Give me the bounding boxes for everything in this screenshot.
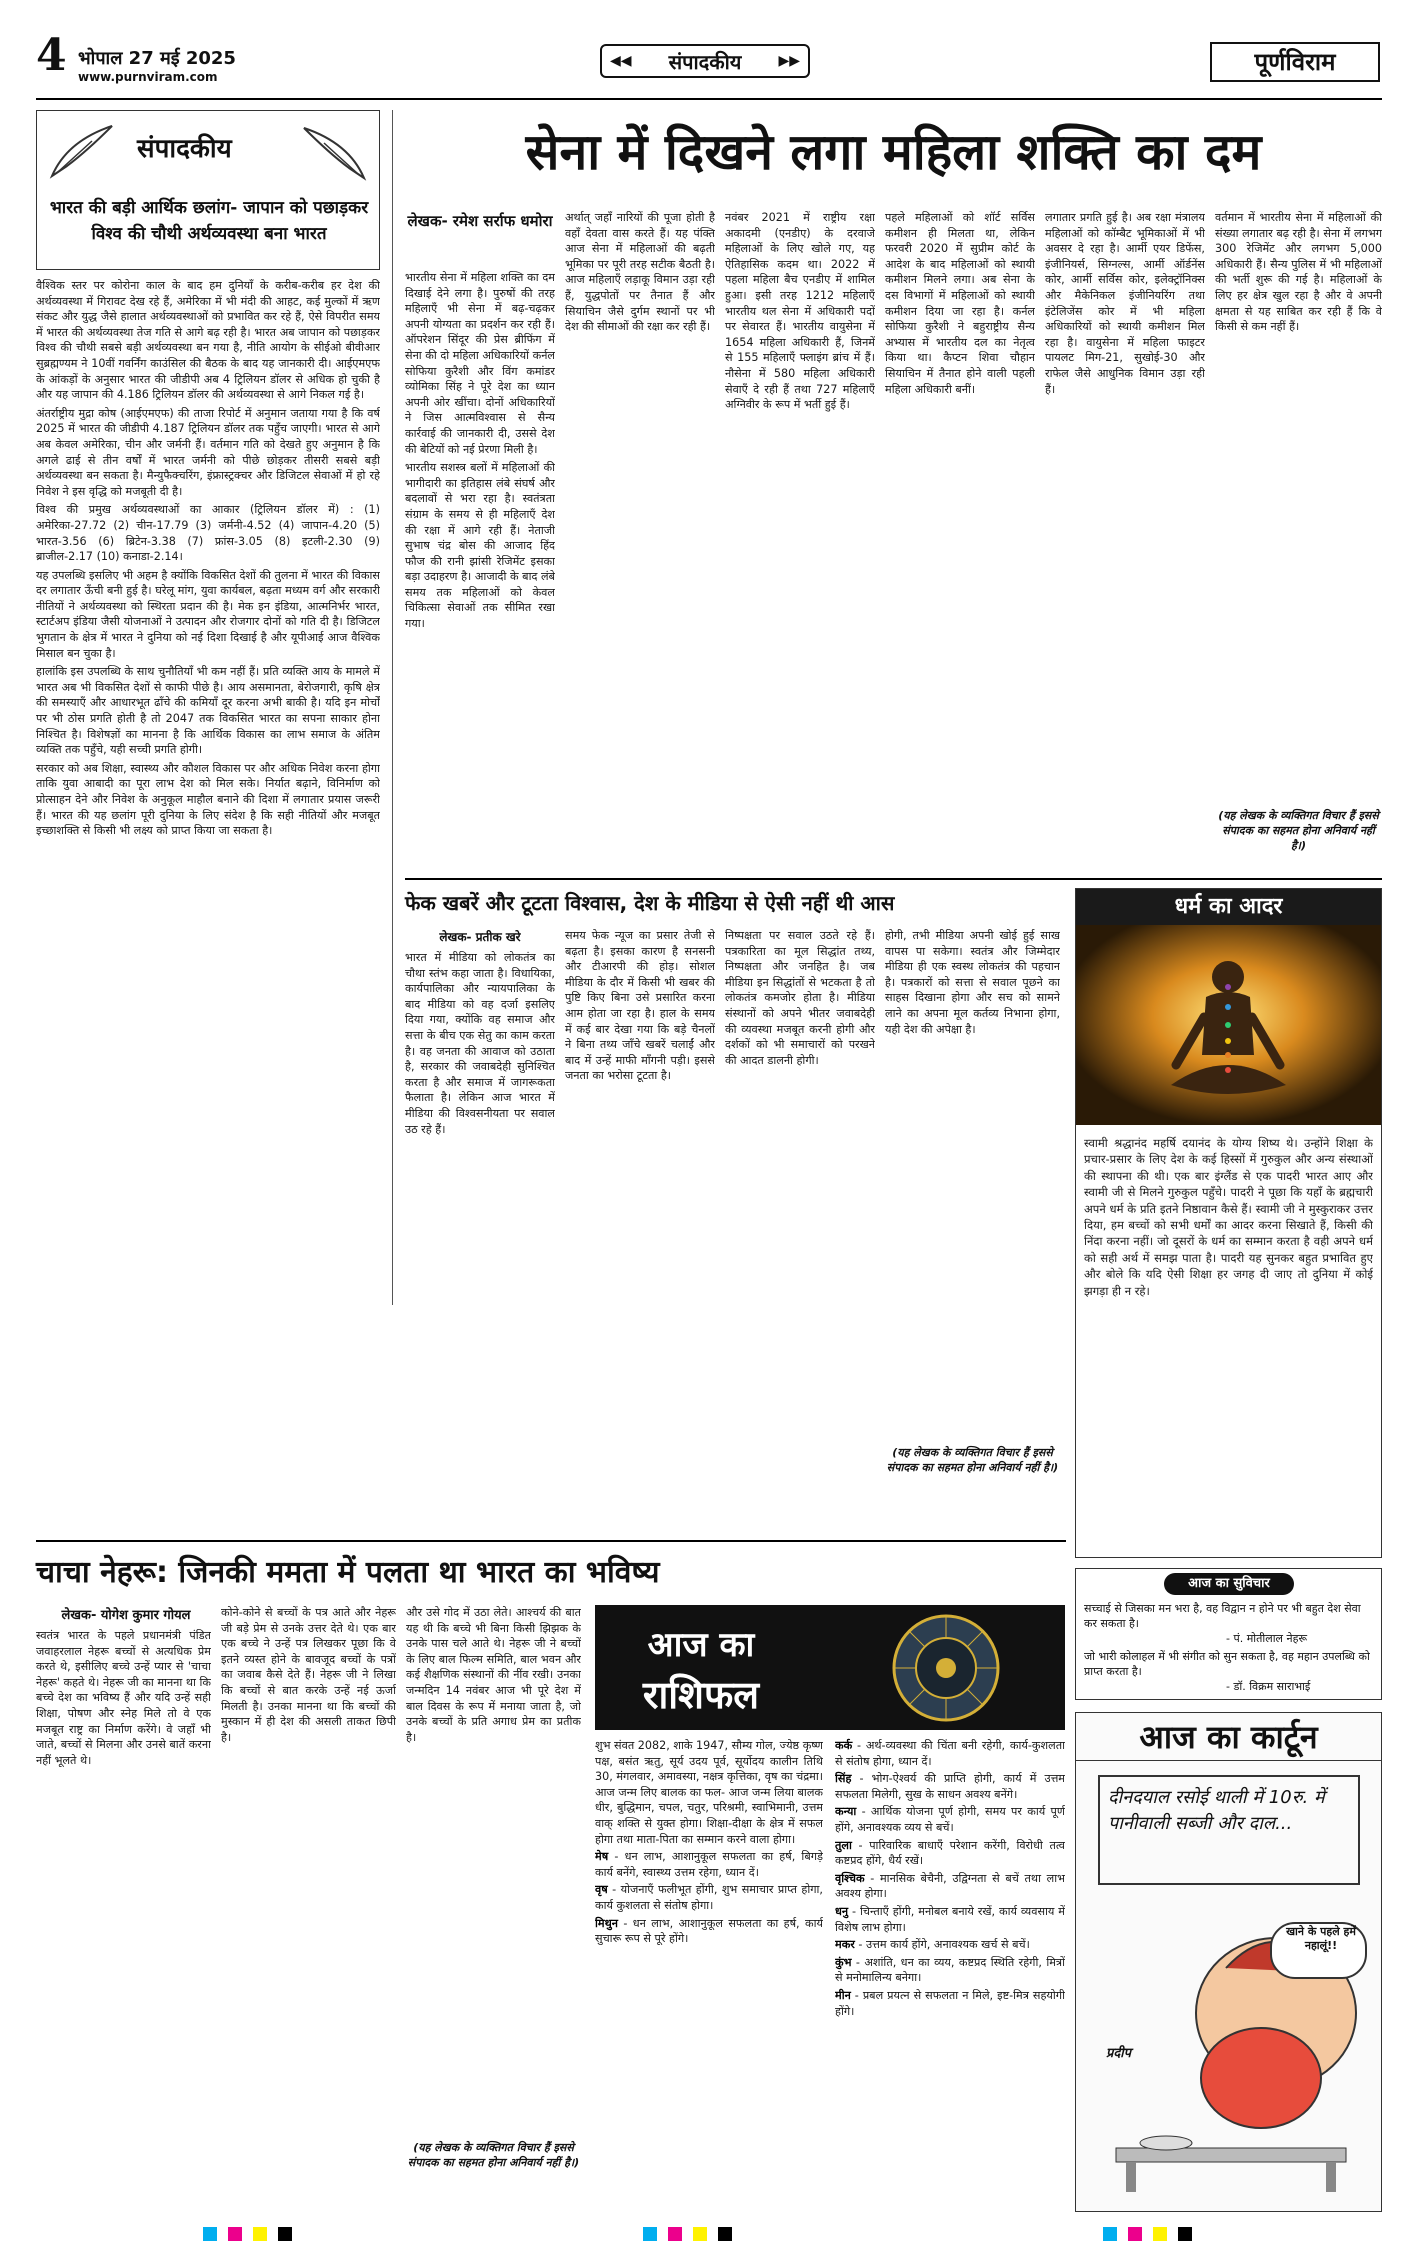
nehru-disclaimer: (यह लेखक के व्यक्तिगत विचार हैं इससे संपादक का सहमत होना अनिवार्य नहीं है।)	[407, 2141, 580, 2169]
dharma-box	[1075, 888, 1382, 1558]
rashifal-intro: शुभ संवत 2082, शाके 1947, सौम्य गोल, ज्येष्ठ कृष्ण पक्ष, बसंत ऋतु, सूर्य उदय पूर्व, सूर्योदय कालीन तिथि 30, मंगलवार, अमावस्या, नक्षत्र कृत्तिका, वृष का चंद्रमा। आज जन्म लिए बालक का फल- आज जन्म लिया बालक धीर, बुद्धिमान, चपल, चतुर, परिश्रमी, स्वाभिमानी, उत्तम वाक् शक्ति से युक्त होगा। शिक्षा-दीक्षा के क्षेत्र में सफल होगा तथा माता-पिता का सम्मान करने वाला होगा।	[595, 1739, 823, 1846]
sign-name: धनु	[835, 1904, 849, 1918]
sign-name: कर्क	[835, 1739, 853, 1752]
quote-2: जो भारी कोलाहल में भी संगीत को सुन सकता है, वह महान उपलब्धि को प्राप्त करता है।	[1084, 1650, 1370, 1678]
registration-mark	[1128, 2227, 1142, 2241]
paragraph: अंतर्राष्ट्रीय मुद्रा कोष (आईएमएफ) की ताजा रिपोर्ट में अनुमान जताया गया है कि वर्ष 2025 में भारत की जीडीपी 4.187 ट्रिलियन डॉलर तक पहुँच जाएगी। भारत से आगे अब केवल अमेरिका, चीन और जर्मनी हैं। वर्तमान गति को देखते हुए अनुमान है कि अगले ढाई से तीन वर्षों में भारत जर्मनी को पीछे छोड़कर तीसरी सबसे बड़ी अर्थव्यवस्था बन सकता है। मैन्युफैक्चरिंग, इंफ्रास्ट्रक्चर और डिजिटल सेवाओं में हो रहे निवेश ने इस वृद्धि को मजबूती दी है।	[36, 406, 380, 498]
sign-name: कन्या	[835, 1805, 857, 1819]
registration-mark	[1178, 2227, 1192, 2241]
header-rule	[36, 98, 1382, 100]
media-col-3	[725, 928, 875, 1530]
media-headline: फेक खबरें और टूटता विश्वास, देश के मीडिया से ऐसी नहीं थी आस	[405, 891, 895, 915]
sign-kark: कर्क - अर्थ-व्यवस्था की चिंता बनी रहेगी, कार्य-कुशलता से संतोष होगा, ध्यान दें।	[835, 1739, 1065, 1768]
sign-text: आर्थिक योजना पूर्ण होगी, समय पर कार्य पूर्ण होंगे, अनावश्यक व्यय से बचें।	[835, 1805, 1065, 1834]
section-title: संपादकीय	[668, 50, 742, 74]
registration-mark	[278, 2227, 292, 2241]
paragraph: यह उपलब्धि इसलिए भी अहम है क्योंकि विकसित देशों की तुलना में भारत की विकास दर लगातार ऊँची बनी हुई है। घरेलू मांग, युवा कार्यबल, बढ़ता मध्यम वर्ग और सरकारी नीतियों ने अर्थव्यवस्था को स्थिरता प्रदान की है। मेक इन इंडिया, आत्मनिर्भर भारत, स्टार्टअप इंडिया जैसी योजनाओं ने उत्पादन और रोजगार दोनों को गति दी है। डिजिटल भुगतान के क्षेत्र में भारत ने दुनिया को नई दिशा दिखाई है और यूपीआई आज वैश्विक मिसाल बन चुका है।	[36, 568, 380, 660]
paragraph: भारत में मीडिया को लोकतंत्र का चौथा स्तंभ कहा जाता है। विधायिका, कार्यपालिका और न्यायपालिका के बाद मीडिया को वह दर्जा इसलिए दिया गया, क्योंकि वह समाज और सत्ता के बीच एक सेतु का काम करता है। वह जनता की आवाज को उठाता है, सरकार की जवाबदेही सुनिश्चित करता है और समाज में जागरूकता फैलाता है। लेकिन आज भारत में मीडिया की विश्वसनीयता पर सवाल उठ रहे हैं।	[405, 951, 555, 1136]
sampadakiya-label: संपादकीय	[137, 134, 232, 164]
paragraph: भारतीय सेना में महिला शक्ति का दम दिखाई देने लगा है। पुरुषों की तरह महिलाएँ भी सेना में बढ़-चढ़कर अपनी योग्यता का प्रदर्शन कर रही हैं। ऑपरेशन सिंदूर की प्रेस ब्रीफिंग में सेना की दो महिला अधिकारियों कर्नल सोफिया कुरैशी और विंग कमांडर व्योमिका सिंह ने पूरे देश का ध्यान अपनी ओर खींचा। दोनों अधिकारियों ने जिस आत्मविश्वास से सैन्य कार्रवाई की जानकारी दी, उससे देश की बेटियों को नई प्रेरणा मिली है।	[405, 271, 555, 456]
registration-mark	[718, 2227, 732, 2241]
sign-text: चिन्ताएँ होंगी, मनोबल बनाये रखें, कार्य व्यवसाय में विशेष लाभ होगा।	[835, 1904, 1065, 1934]
sign-name: वृष	[595, 1883, 608, 1897]
meditation-illustration	[1076, 925, 1381, 1125]
dharma-title: धर्म का आदर	[1076, 889, 1381, 925]
sign-meen: मीन - प्रबल प्रयत्न से सफलता न मिले, इष्ट-मित्र सहयोगी होंगे।	[835, 1988, 1065, 2018]
quote-1: सच्चाई से जिसका मन भरा है, वह विद्वान न होने पर भी बहुत देश सेवा कर सकता है।	[1084, 1602, 1361, 1630]
print-registration-marks-right	[1100, 2226, 1195, 2244]
page-header	[0, 0, 1417, 96]
sign-text: धन लाभ, आशानुकूल सफलता का हर्ष, बिगड़े कार्य बनेंगे, स्वास्थ्य उत्तम रहेगा, ध्यान दें।	[595, 1850, 823, 1879]
chevron-right-icon: ▶▶	[778, 53, 800, 69]
masthead-text: पूर्णविराम	[1254, 48, 1336, 76]
masthead-logo	[1210, 42, 1380, 82]
paragraph: वैश्विक स्तर पर कोरोना काल के बाद हम दुनियाँ के करीब-करीब हर देश की अर्थव्यवस्था में गिरावट देख रहे हैं, अमेरिका में भी मंदी की आहट, कई मुल्कों में ऋण संकट और युद्ध जैसे हालात अर्थव्यवस्थाओं को प्रभावित कर रहे हैं, ऐसे विपरीत समय में भारत की अर्थव्यवस्था तेज गति से आगे बढ़ रही है। भारत अब जापान को पछाड़कर विश्व की चौथी सबसे बड़ी अर्थव्यवस्था बन गया है, नीति आयोग के सीईओ बीवीआर सुब्रह्मण्यम ने 10वीं गवर्निंग काउंसिल की बैठक के बाद यह जानकारी दी। आईएमएफ के आंकड़ों के अनुसार भारत की जीडीपी अब 4 ट्रिलियन डॉलर से अधिक हो चुकी है और यह जापान की 4.186 ट्रिलियन डॉलर की अर्थव्यवस्था से आगे निकल गई है।	[36, 279, 380, 402]
paragraph: नवंबर 2021 में राष्ट्रीय रक्षा अकादमी (एनडीए) के दरवाजे महिलाओं के लिए खोले गए, यह ऐतिहासिक कदम था। 2022 में पहला महिला बैच एनडीए में शामिल हुआ। इसी तरह 1212 महिलाएँ भारतीय थल सेना में अधिकारी पदों पर सेवारत हैं। भारतीय वायुसेना में 1654 महिला अधिकारी हैं, जिनमें से 155 महिलाएँ फ्लाइंग ब्रांच में हैं। नौसेना में 580 महिला अधिकारी सेवाएँ दे रही हैं तथा 727 महिलाएँ अग्निवीर के रूप में भर्ती हुई हैं।	[725, 211, 875, 412]
media-author: लेखक- प्रतीक खरे	[439, 930, 521, 944]
paragraph: विश्व की प्रमुख अर्थव्यवस्थाओं का आकार (ट्रिलियन डॉलर में) : (1) अमेरिका-27.72 (2) चीन-17.79 (3) जर्मनी-4.52 (4) जापान-4.20 (5) भारत-3.56 (6) ब्रिटेन-3.38 (7) फ्रांस-3.05 (8) इटली-2.30 (9) ब्राजील-2.17 (10) कनाडा-2.14।	[36, 503, 380, 564]
sign-dhanu: धनु - चिन्ताएँ होंगी, मनोबल बनाये रखें, कार्य व्यवसाय में विशेष लाभ होगा।	[835, 1904, 1065, 1934]
sign-mithun: मिथुन - धन लाभ, आशानुकूल सफलता का हर्ष, कार्य सुचारू रूप से पूरे होंगे।	[595, 1916, 823, 1946]
paragraph: और उसे गोद में उठा लेते। आश्चर्य की बात यह थी कि बच्चे भी बिना किसी झिझक के उनके पास चले आते थे। नेहरू जी ने बच्चों के लिए बाल फिल्म समिति, बाल भवन और कई शैक्षणिक संस्थानों की नींव रखी। उनका जन्मदिन 14 नवंबर आज भी पूरे देश में बाल दिवस के रूप में मनाया जाता है, जो उनके बच्चों के प्रति अगाध प्रेम का प्रतीक है।	[406, 1606, 581, 1744]
sign-text: अर्थ-व्यवस्था की चिंता बनी रहेगी, कार्य-कुशलता से संतोष होगा, ध्यान दें।	[835, 1739, 1065, 1768]
sign-text: धन लाभ, आशानुकूल सफलता का हर्ष, कार्य सुचारू रूप से पूरे होंगे।	[595, 1916, 823, 1946]
paragraph: लगातार प्रगति हुई है। अब रक्षा मंत्रालय महिलाओं को कॉम्बैट भूमिकाओं में भी अवसर दे रहा है। आर्मी एयर डिफेंस, इंजीनियर्स, सिग्नल्स, आर्मी ऑर्डनेंस कोर, आर्मी सर्विस कोर, इलेक्ट्रॉनिक्स और मैकेनिकल इंजीनियरिंग तथा इंटेलिजेंस कोर में भी महिला अधिकारियों को स्थायी कमीशन मिल रहा है। वायुसेना में महिला फाइटर पायलट मिग-21, सुखोई-30 और राफेल जैसे आधुनिक विमान उड़ा रही हैं।	[1045, 211, 1205, 396]
sign-singh: सिंह - भोग-ऐश्वर्य की प्राप्ति होगी, कार्य में उत्तम सफलता मिलेगी, सुख के साधन अवश्य बनेंगे।	[835, 1772, 1065, 1801]
print-registration-marks	[640, 2226, 735, 2244]
lead-author: लेखक- रमेश सर्राफ धमोरा	[407, 212, 553, 230]
paragraph: कोने-कोने से बच्चों के पत्र आते और नेहरू जी बड़े प्रेम से उनके उत्तर देते थे। एक बार एक बच्चे ने उन्हें पत्र लिखकर पूछा कि वे इतने व्यस्त होने के बावजूद बच्चों के पत्रों का जवाब कैसे देते हैं। नेहरू जी ने लिखा कि बच्चों से बात करके उन्हें नई ऊर्जा मिलती है। उनका मानना था कि बच्चों की मुस्कान में ही देश की असली ताकत छिपी है।	[221, 1606, 396, 1744]
column-divider	[392, 110, 393, 1305]
registration-mark	[693, 2227, 707, 2241]
dateline: भोपाल 27 मई 2025	[78, 48, 236, 69]
registration-mark	[1153, 2227, 1167, 2241]
rashifal-col-1	[595, 1738, 823, 2198]
quote-2-author: - डॉ. विक्रम साराभाई	[1226, 1680, 1311, 1693]
sign-name: वृश्चिक	[835, 1871, 865, 1885]
nehru-author: लेखक- योगेश कुमार गोयल	[61, 1608, 191, 1623]
rashifal-banner	[595, 1605, 1065, 1730]
lead-disclaimer: (यह लेखक के व्यक्तिगत विचार हैं इससे संपादक का सहमत होना अनिवार्य नहीं है।)	[1218, 809, 1379, 852]
media-col-1	[405, 950, 555, 1530]
media-col-4	[885, 928, 1060, 1428]
registration-mark	[203, 2227, 217, 2241]
lead-col-3	[725, 210, 875, 870]
cartoon-signature: प्रदीप	[1106, 2046, 1132, 2061]
nehru-col-3	[406, 1605, 581, 2125]
sign-kanya: कन्या - आर्थिक योजना पूर्ण होगी, समय पर कार्य पूर्ण होंगे, अनावश्यक व्यय से बचें।	[835, 1805, 1065, 1834]
sampadakiya-body	[36, 278, 380, 1298]
section-banner	[600, 44, 810, 78]
media-col-2	[565, 928, 715, 1530]
quill-icon	[47, 121, 117, 181]
sign-name: सिंह	[835, 1772, 852, 1786]
sampadakiya-box	[36, 110, 380, 270]
lead-headline: सेना में दिखने लगा महिला शक्ति का दम	[525, 123, 1262, 181]
sign-tula: तुला - पारिवारिक बाधाएँ परेशान करेंगी, विरोधी तत्व कष्टप्रद होंगे, धैर्य रखें।	[835, 1838, 1065, 1868]
paragraph: पहले महिलाओं को शॉर्ट सर्विस कमीशन ही मिलता था, लेकिन फरवरी 2020 में सुप्रीम कोर्ट के आदेश के बाद महिलाओं को स्थायी कमीशन मिलने लगा। अब सेना के दस विभागों में महिलाओं को स्थायी कमीशन दिया जा रहा है। कर्नल सोफिया कुरैशी ने बहुराष्ट्रीय सैन्य अभ्यास में भारतीय दल का नेतृत्व किया था। कैप्टन शिवा चौहान सियाचिन में तैनात होने वाली पहली महिला अधिकारी बनीं।	[885, 211, 1035, 396]
nehru-headline: चाचा नेहरू: जिनकी ममता में पलता था भारत का भविष्य	[36, 1555, 660, 1590]
sign-text: भोग-ऐश्वर्य की प्राप्ति होगी, कार्य में उत्तम सफलता मिलेगी, सुख के साधन अवश्य बनेंगे।	[835, 1772, 1065, 1801]
sampadakiya-headline: भारत की बड़ी आर्थिक छलांग- जापान को पछाड़कर विश्व की चौथी अर्थव्यवस्था बना भारत	[49, 198, 369, 244]
sign-name: कुंभ	[835, 1955, 852, 1969]
zodiac-wheel-icon	[836, 1612, 1056, 1725]
paragraph: अर्थात् जहाँ नारियों की पूजा होती है वहाँ देवता वास करते हैं। यह पंक्ति आज सेना में महिलाओं की बढ़ती भूमिका पर पूरी तरह सटीक बैठती है। आज महिलाएँ लड़ाकू विमान उड़ा रही हैं, युद्धपोतों पर तैनात हैं और सियाचिन जैसे दुर्गम स्थानों पर भी देश की सीमाओं की रक्षा कर रही हैं।	[565, 211, 715, 334]
suvichar-box	[1075, 1568, 1382, 1700]
sign-text: प्रबल प्रयत्न से सफलता न मिले, इष्ट-मित्र सहयोगी होंगे।	[835, 1988, 1065, 2018]
chevron-left-icon: ◀◀	[610, 53, 632, 69]
nehru-col-1	[36, 1628, 211, 2198]
nehru-col-2	[221, 1605, 396, 2198]
sign-name: तुला	[835, 1838, 852, 1852]
registration-mark	[643, 2227, 657, 2241]
quote-1-author: - पं. मोतीलाल नेहरू	[1226, 1632, 1308, 1645]
sign-text: योजनाएँ फलीभूत होंगी, शुभ समाचार प्राप्त होगा, कार्य कुशलता से संतोष होगा।	[595, 1883, 823, 1912]
lead-col-1	[405, 270, 555, 870]
dharma-body: स्वामी श्रद्धानंद महर्षि दयानंद के योग्य शिष्य थे। उन्होंने शिक्षा के प्रचार-प्रसार के लिए देश के कई हिस्सों में गुरुकुल और अन्य संस्थाओं की स्थापना की थी। एक बार इंग्लैंड से एक पादरी भारत आए और स्वामी जी से मिलने गुरुकुल पहुँचे। पादरी ने पूछा कि यहाँ के ब्रह्मचारी अपने धर्म के प्रति इतने निष्ठावान कैसे हैं। स्वामी जी ने मुस्कुराकर उत्तर दिया, हम बच्चों को सभी धर्मों का आदर करना सिखाते हैं, किसी की निंदा करना नहीं। जो दूसरों के धर्म का सम्मान करता है वही अपने धर्म को सही अर्थ में समझ पाता है। पादरी यह सुनकर बहुत प्रभावित हुए और बोले कि यदि ऐसी शिक्षा हर जगह दी जाए तो दुनिया में कोई झगड़ा ही न रहे।	[1084, 1136, 1373, 1298]
rashifal-col-2	[835, 1738, 1065, 2198]
registration-mark	[228, 2227, 242, 2241]
sign-kumbh: कुंभ - अशांति, धन का व्यय, कष्टप्रद स्थिति रहेगी, मित्रों से मनोमालिन्य बनेगा।	[835, 1955, 1065, 1985]
suvichar-title: आज का सुविचार	[1164, 1573, 1294, 1595]
sign-text: अशांति, धन का व्यय, कष्टप्रद स्थिति रहेगी, मित्रों से मनोमालिन्य बनेगा।	[835, 1955, 1065, 1985]
rashifal-title-line1: आज का	[647, 1625, 755, 1665]
pen-icon	[299, 123, 369, 183]
cartoon-title: आज का कार्टून	[1076, 1713, 1381, 1761]
cartoon-bubble: खाने के पहले हमें नहालूं!!	[1286, 1925, 1356, 1952]
registration-mark	[1103, 2227, 1117, 2241]
paragraph: निष्पक्षता पर सवाल उठते रहे हैं। पत्रकारिता का मूल सिद्धांत तथ्य, निष्पक्षता और जनहित है। जब मीडिया इन सिद्धांतों से भटकता है तो लोकतंत्र कमजोर होता है। मीडिया संस्थानों को अपने भीतर जवाबदेही की व्यवस्था मजबूत करनी होगी और दर्शकों को भी समाचारों को परखने की आदत डालनी होगी।	[725, 929, 875, 1067]
sign-text: उत्तम कार्य होंगे, अनावश्यक खर्च से बचें।	[866, 1938, 1030, 1952]
page-number: 4	[36, 30, 67, 81]
lead-col-2	[565, 210, 715, 870]
bottom-section-rule	[36, 1540, 1066, 1542]
sign-vrishchik: वृश्चिक - मानसिक बेचैनी, उद्विग्नता से बचें तथा लाभ अवश्य होगा।	[835, 1871, 1065, 1901]
sign-makar: मकर - उत्तम कार्य होंगे, अनावश्यक खर्च से बचें।	[835, 1938, 1030, 1952]
paragraph: हालांकि इस उपलब्धि के साथ चुनौतियाँ भी कम नहीं हैं। प्रति व्यक्ति आय के मामले में भारत अब भी विकसित देशों से काफी पीछे है। आय असमानता, बेरोजगारी, कृषि क्षेत्र की समस्याएँ और आधारभूत ढाँचे की कमियाँ दूर करना अभी बाकी है। यदि इन मोर्चों पर भी ठोस प्रगति होती है तो 2047 तक विकसित भारत का सपना साकार होना निश्चित है। विशेषज्ञों का मानना है कि आर्थिक विकास का लाभ समाज के अंतिम व्यक्ति तक पहुँचे, यही सच्ची प्रगति होगी।	[36, 665, 380, 757]
paragraph: समय फेक न्यूज का प्रसार तेजी से बढ़ता है। इसका कारण है सनसनी और टीआरपी की होड़। सोशल मीडिया के दौर में किसी भी खबर की पुष्टि किए बिना उसे प्रसारित करना आम होता जा रहा है। हाल के समय में कई बार देखा गया कि बड़े चैनलों ने बिना तथ्य जाँचे खबरें चलाईं और बाद में उन्हें माफी माँगनी पड़ी। इससे जनता का भरोसा टूटता है।	[565, 929, 715, 1083]
paragraph: वर्तमान में भारतीय सेना में महिलाओं की संख्या लगातार बढ़ रही है। सेना में लगभग 300 रेजिमेंट और लगभग 5,000 अधिकारी हैं। सैन्य पुलिस में भी महिलाओं की भर्ती शुरू की गई है। महिलाओं के लिए हर क्षेत्र खुल रहा है और वे अपनी क्षमता से यह साबित कर रही हैं कि वे किसी से कम नहीं हैं।	[1215, 211, 1382, 334]
sign-text: पारिवारिक बाधाएँ परेशान करेंगी, विरोधी तत्व कष्टप्रद होंगे, धैर्य रखें।	[835, 1838, 1065, 1868]
media-disclaimer: (यह लेखक के व्यक्तिगत विचार हैं इससे संपादक का सहमत होना अनिवार्य नहीं है।)	[886, 1446, 1059, 1474]
lead-col-5	[1045, 210, 1205, 870]
mid-rule	[405, 878, 1382, 880]
cartoon-caption: दीनदयाल रसोई थाली में 10रु. में पानीवाली सब्जी और दाल...	[1098, 1775, 1360, 1885]
paragraph: सरकार को अब शिक्षा, स्वास्थ्य और कौशल विकास पर और अधिक निवेश करना होगा ताकि युवा आबादी का पूरा लाभ देश को मिल सके। निर्यात बढ़ाने, विनिर्माण को प्रोत्साहन देने और निवेश के अनुकूल माहौल बनाने की दिशा में लगातार प्रयास जरूरी हैं। भारत की यह छलांग पूरी दुनिया के लिए संदेश है कि सही नीतियों और मजबूत इच्छाशक्ति से किसी भी लक्ष्य को प्राप्त किया जा सकता है।	[36, 761, 380, 838]
rashifal-title-line2: राशिफल	[642, 1673, 760, 1717]
sign-text: मानसिक बेचैनी, उद्विग्नता से बचें तथा लाभ अवश्य होगा।	[835, 1871, 1065, 1901]
lead-col-6	[1215, 210, 1382, 800]
website-link[interactable]: www.purnviram.com	[78, 70, 218, 84]
paragraph: स्वतंत्र भारत के पहले प्रधानमंत्री पंडित जवाहरलाल नेहरू बच्चों से अत्यधिक प्रेम करते थे, इसीलिए बच्चे उन्हें प्यार से 'चाचा नेहरू' कहते थे। नेहरू जी का मानना था कि बच्चे देश का भविष्य हैं और यदि उन्हें सही शिक्षा, पोषण और स्नेह मिले तो वे एक मजबूत राष्ट्र का निर्माण करेंगे। वे जहाँ भी जाते, बच्चों से मिलना और उनसे बातें करना नहीं भूलते थे।	[36, 1629, 211, 1767]
sign-name: मकर	[835, 1938, 855, 1952]
print-registration-marks-left	[200, 2226, 295, 2244]
registration-mark	[668, 2227, 682, 2241]
sign-mesh: मेष - धन लाभ, आशानुकूल सफलता का हर्ष, बिगड़े कार्य बनेंगे, स्वास्थ्य उत्तम रहेगा, ध्यान दें।	[595, 1850, 823, 1879]
sign-vrish: वृष - योजनाएँ फलीभूत होंगी, शुभ समाचार प्राप्त होगा, कार्य कुशलता से संतोष होगा।	[595, 1883, 823, 1912]
paragraph: होगी, तभी मीडिया अपनी खोई हुई साख वापस पा सकेगा। स्वतंत्र और जिम्मेदार मीडिया ही एक स्वस्थ लोकतंत्र की पहचान है। पत्रकारों को सत्ता से सवाल पूछने का साहस दिखाना होगा और सच को सामने लाने का अपना मूल कर्तव्य निभाना होगा, यही देश की अपेक्षा है।	[885, 929, 1060, 1036]
paragraph: भारतीय सशस्त्र बलों में महिलाओं की भागीदारी का इतिहास लंबे संघर्ष और बदलावों से भरा रहा है। स्वतंत्रता संग्राम के समय से ही महिलाएँ देश की रक्षा में आगे रही हैं। नेताजी सुभाष चंद्र बोस की आजाद हिंद फौज की रानी झांसी रेजिमेंट इसका बड़ा उदाहरण है। आजादी के बाद लंबे समय तक महिलाओं को केवल चिकित्सा सेवाओं तक सीमित रखा गया।	[405, 461, 555, 631]
sign-name: मेष	[595, 1850, 609, 1864]
sign-name: मिथुन	[595, 1916, 618, 1930]
registration-mark	[253, 2227, 267, 2241]
lead-col-4	[885, 210, 1035, 870]
cartoon-box	[1075, 1712, 1382, 2212]
sign-name: मीन	[835, 1988, 851, 2002]
